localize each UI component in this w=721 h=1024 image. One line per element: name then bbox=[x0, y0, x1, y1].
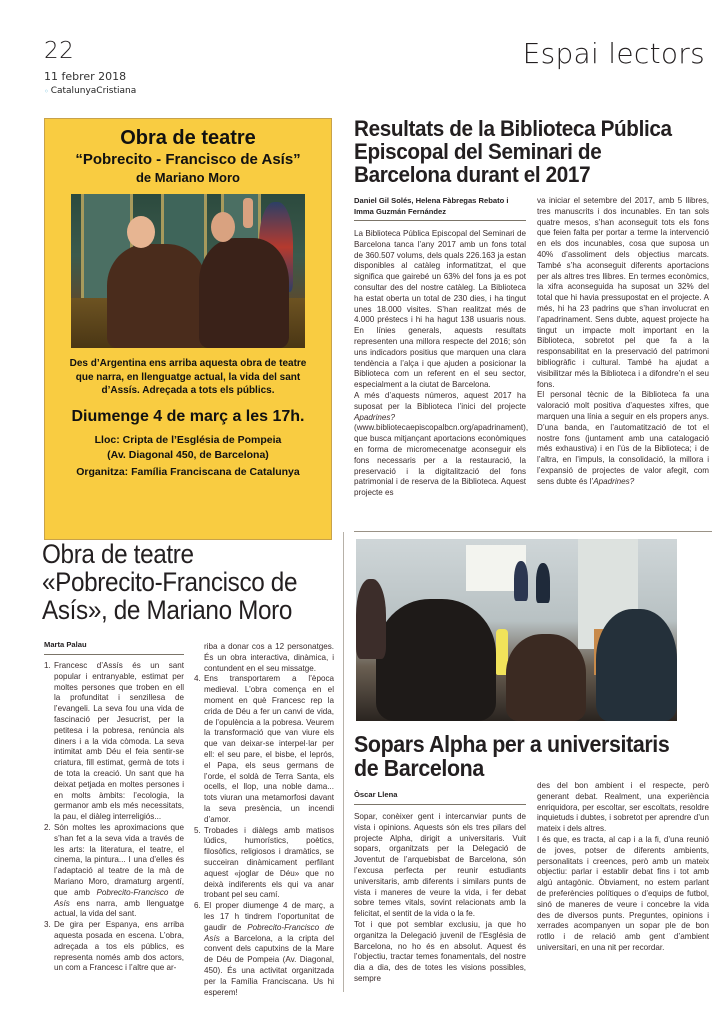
byline-obra: Marta Palau bbox=[44, 640, 184, 655]
poster-description: Des d’Argentina ens arriba aquesta obra de teatre que narra, en llenguatge actual, la vida del sant d’Assís. Adreçada a tots els públics. bbox=[69, 358, 307, 396]
article-title-sopars: Sopars Alpha per a universitaris de Barcelona bbox=[354, 731, 670, 782]
section-title: Espai lectors bbox=[522, 37, 705, 70]
poster-venue: Lloc: Cripta de l’Església de Pompeia (Av. Diagonal 450, de Barcelona) bbox=[94, 433, 282, 461]
list-item-continued: riba a donar cos a 12 personatges. És un obra interactiva, dinàmica, i contundent en el seu missatge. bbox=[204, 642, 334, 673]
article-column: Sopar, conèixer gent i intercanviar punts de vista i opinions. Aquests són els tres pilars del projecte Alpha, dirigit a universitaris. Vuit sopars, organitzats per la Delegació de Joventut de l’arquebisbat de Barcelona, són l’excusa perfecta per reunir estudiants universitaris, amb diferents i similars punts de vista i maneres de veure la vida, i fer debat sobre temes vitals, sovint relacionats amb la felicitat, el sentit de la vida o la fe. Tot i que pot semblar exclusiu, ja que ho organitza la Delegació juvenil de l’Església de Barcelona, no ho és en absolut. Aquest és l’objectiu, tractar temes fonamentals, del nostre dia a dia, des de totes les visions possibles, sempre bbox=[354, 812, 526, 983]
poster-title: Obra de teatre bbox=[120, 127, 256, 149]
article-column: des del bon ambient i el respecte, però generant debat. Realment, una experiència enriquidora, per escoltar, ser escoltats, resoldre inquietuds i dubtes, i sobretot per aprendre d’un mateix i dels altres. I és que, es tracta, al cap i a la fi, d’una reunió de joves, potser de diferents ambients, personalitats i creences, però amb un mateix objectiu: parlar i establir debat fins i tot amb algú antagònic. Òbviament, no estem parlant de preferències polítiques o d’equips de futbol, sinó de maneres de veure i concebre la vida des de diversos punts. Preguntes, opinions i xerrades acompanyen un sopar ple de bon rotllo i de relació amb gent d’ambient universitari, en una nit per recordar. bbox=[537, 781, 709, 952]
list-item: 1. Francesc d’Assís és un sant popular i entranyable, estimat per moltes persones que troben en ell la profunditat i senzillesa de l’evangeli. La seva fou una vida de fascinació per Jesucrist, per la petitesa i la pobresa, renúncia als diners i a la vida còmoda. La seva intimitat amb Déu el feia sentir-se criatura, fill estimat, germà de tots i de tota la creació. Un sant que ha deixat petjada en moltes persones i en molts àmbits: l’ecologia, la germanor amb els més necessitats, la pau, el diàleg interreligiós... bbox=[44, 661, 184, 822]
issue-date: 11 febrer 2018 bbox=[44, 70, 127, 83]
brand-mark-icon: ◦ bbox=[44, 86, 49, 96]
list-item: 4. Ens transportarem a l’època medieval. L’obra comença en el moment en què Francesc rep la crida de Déu a fer un canvi de vida, de l’opulència a la pobresa. Veurem la transformació que van viure els que van deixar-se interpel·lar per ell: el seu pare, el bisbe, el leprós, el Papa, els seus germans de l’orde, el soldà de Terra Santa, els ocells, el llop, una noble dama... tots viuran una metamorfosi davant la seva presència, un incendi d’amor. bbox=[194, 674, 334, 824]
poster-subtitle: “Pobrecito - Francisco de Asís” bbox=[75, 151, 301, 168]
column-divider bbox=[343, 532, 344, 992]
article-column bbox=[44, 661, 184, 974]
article-title-obra: Obra de teatre «Pobrecito-Francisco de Asís», de Mariano Moro bbox=[42, 539, 298, 626]
article-column: La Biblioteca Pública Episcopal del Seminari de Barcelona tanca l’any 2017 amb un fons total de 360.507 volums, dels quals 226.163 ja estan disponibles al catàleg informatitzat, el que significa que gairebé un 63% del fons ja es pot consultar des del nostre catàleg. La Biblioteca ha estat oberta un total de 230 dies, i ha tingut unes 18.000 visites. S’han realitzat més de 4.000 préstecs i hi ha hagut 138 usuaris nous. En línies generals, aquests resultats representen una millora respecte del 2016; són uns indicadors positius que marquen una clara tendència a l’alça i que ajuden a posicionar la Biblioteca com un referent en el seu sector, especialment a la ciutat de Barcelona. A més d’aquests números, aquest 2017 ha suposat per la Biblioteca l’inici del projecte Apadrines? (www.bibliotecaepiscopalbcn.org/apadrinament), que busca mitjançant aportacions econòmiques en forma de micromecenatge aconseguir els fons necessaris per a la restauració, la preservació i la digitalització del fons patrimonial i de reserva de la Biblioteca. Aquest projecte es bbox=[354, 229, 529, 498]
brand-logo bbox=[44, 86, 136, 96]
article-title-biblioteca: Resultats de la Biblioteca Pública Episcopal del Seminari de Barcelona durant el 2017 bbox=[354, 116, 672, 187]
event-poster bbox=[44, 118, 332, 540]
theatre-photo bbox=[71, 194, 305, 348]
brand-name: CatalunyaCristiana bbox=[50, 86, 137, 96]
list-item: 3. De gira per Espanya, ens arriba aquesta posada en escena. L’obra, adreçada a tos els públics, es representa només amb dos actors, un com a Francesc i l’altre que ar- bbox=[44, 920, 184, 973]
poster-date-time: Diumenge 4 de març a les 17h. bbox=[71, 407, 305, 425]
alpha-dinner-photo bbox=[356, 539, 677, 721]
divider bbox=[354, 531, 712, 532]
article-column: va iniciar el setembre del 2017, amb 5 llibres, tres manuscrits i dos incunables. En tan sols quatre mesos, s’han aconseguit tots els fons que feien falta per portar a terme la intervenció en els dos incunables, cosa que suposa un 40% d’assoliment dels objectius marcats. També s’ha aconseguit diferents aportacions per als altres tres llibres. En termes econòmics, la xifra aconseguida ha suposat un 32% del total que hi havia pressupostat en el projecte. A més, hi ha 23 padrins que s’han involucrat en l’apadrinament. Sens dubte, aquest projecte ha tingut un impacte molt important en la Biblioteca, sobretot pel que fa a la responsabilitat en la preservació del patrimoni bibliogràfic i cultural. També ha ajudat a visibilitzar més la Biblioteca i a difondre’n el seu fons. El personal tècnic de la Biblioteca fa una valoració molt positiva d’aquestes xifres, que marquen una línia a seguir en els propers anys. D’una banda, en l’automatització de tot el nostre fons (juntament amb una catalogació més exhaustiva) i en l’ús de la Biblioteca; i de l’altra, en l’impuls, la consolidació, la millora i l’expansió de projectes de valor afegit, com sens dubte és l’Apadrines? bbox=[537, 196, 709, 486]
byline-biblioteca: Daniel Gil Solés, Helena Fàbregas Rebato i Imma Guzmán Fernández bbox=[354, 196, 526, 221]
poster-organizer: Organitza: Família Franciscana de Catalunya bbox=[76, 465, 300, 478]
list-item: 2. Són moltes les aproximacions que s’han fet a la seva vida a través de les arts: la literatura, el teatre, el cinema, la pintura... I una d’elles és l’adaptació al teatre de la mà de Mariano Moro, dramaturg argentí, que amb Pobrecito-Francisco de Asís ens narra, amb llenguatge actual, la vida del sant. bbox=[44, 822, 184, 919]
article-column bbox=[194, 642, 334, 998]
list-item: 6. El proper diumenge 4 de març, a les 17 h tindrem l’oportunitat de gaudir de Pobrecito-Francisco de Asís a Barcelona, a la cripta del convent dels caputxins de la Mare de Déu de Pompeia (Av. Diagonal, 450). És una activitat organitzada per la Família Franciscana. Us hi esperem! bbox=[194, 901, 334, 997]
list-item: 5. Trobades i diàlegs amb matisos lúdics, humorístics, poètics, filosòfics, religiosos i dramàtics, se succeiran dinàmicament perfilant aquest «joglar de Déu» que no deixà indiferents els qui va anar trobant pel seu camí. bbox=[194, 825, 334, 900]
page-number: 22 bbox=[44, 38, 75, 64]
byline-sopars: Òscar Llena bbox=[354, 790, 526, 805]
poster-author: de Mariano Moro bbox=[135, 170, 240, 185]
